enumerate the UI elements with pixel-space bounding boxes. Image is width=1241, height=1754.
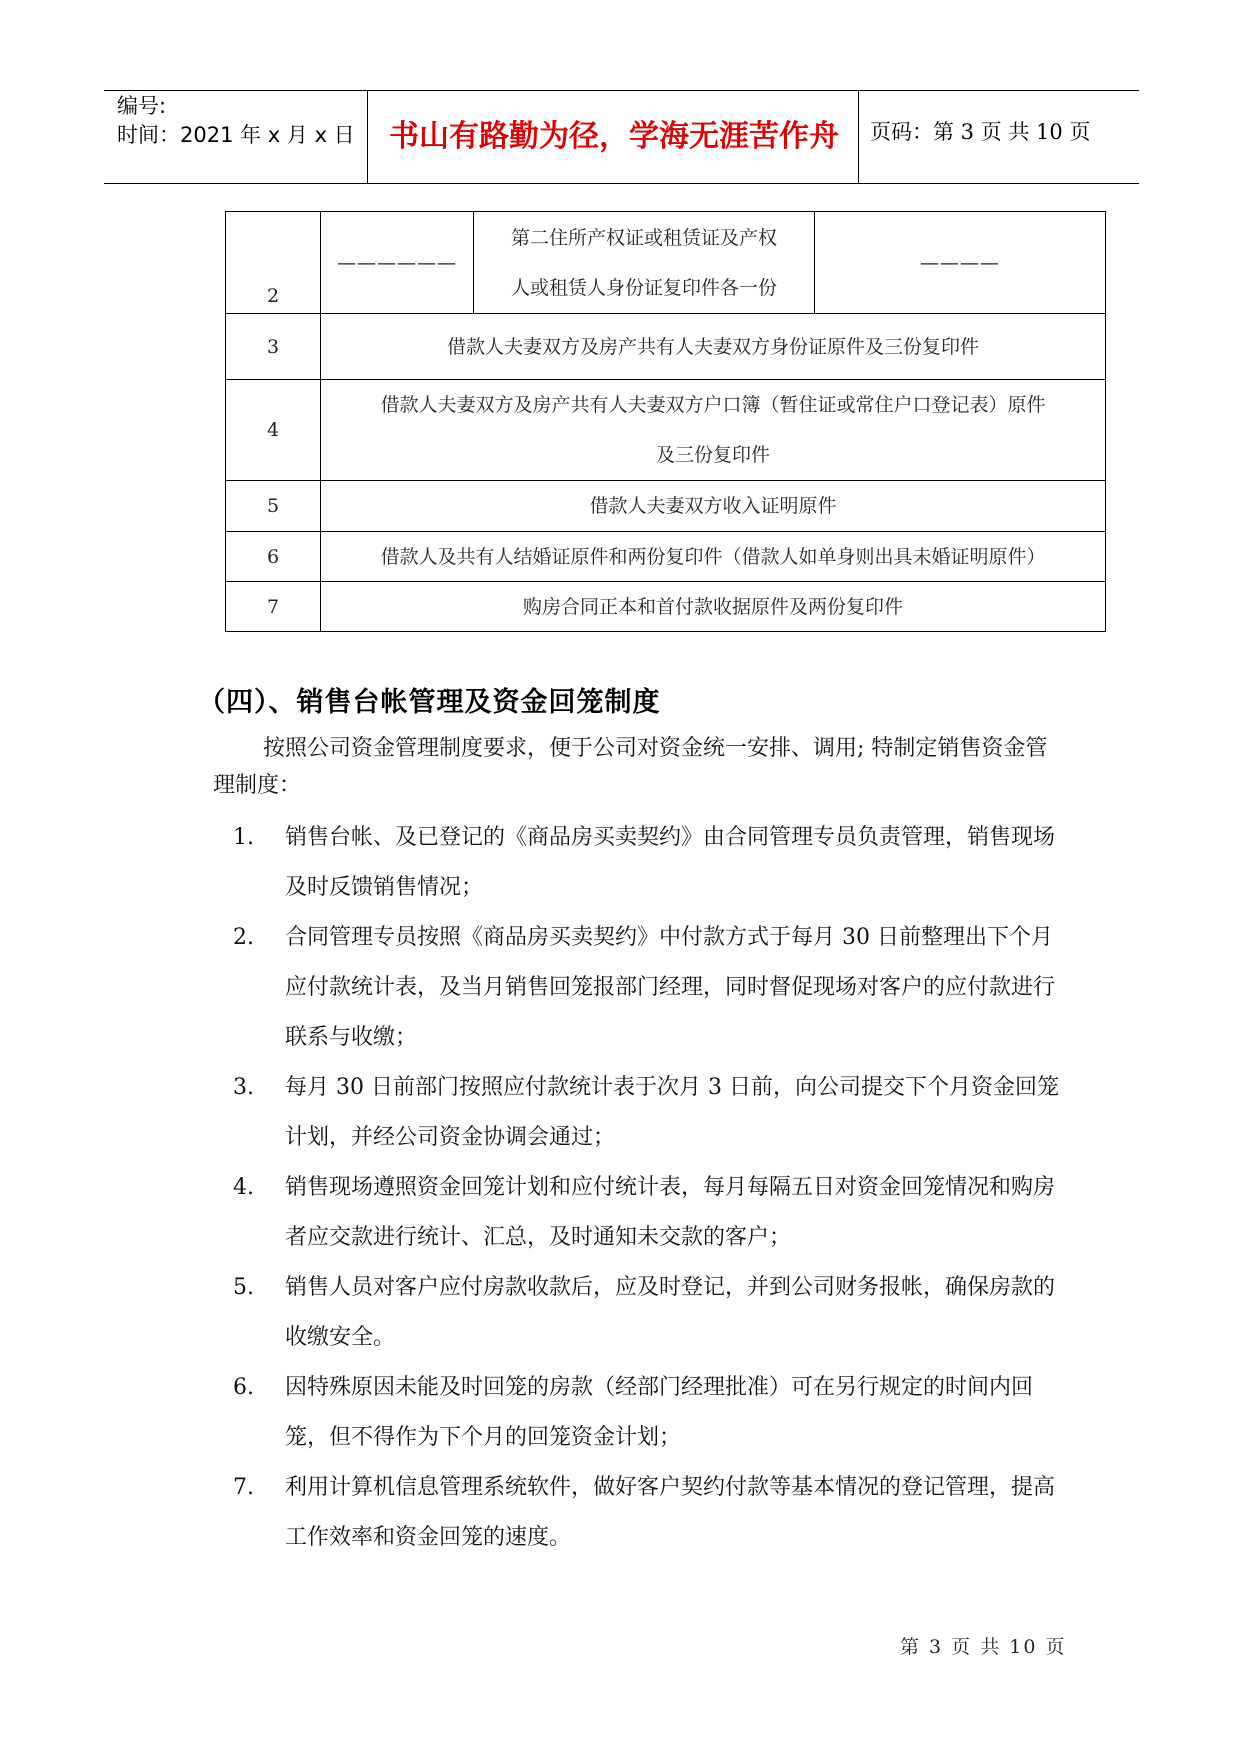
header-bottom-rule	[104, 183, 1139, 184]
document-table	[225, 211, 1106, 632]
list-item-text: 销售人员对客户应付房款收款后，应及时登记，并到公司财务报帐，确保房款的收缴安全。	[285, 1275, 1056, 1350]
row-number: 3	[226, 314, 321, 380]
list-item-number: 7.	[233, 1475, 254, 1500]
row-text-line: 及三份复印件	[655, 444, 770, 466]
doc-number-label: 编号:	[117, 94, 167, 118]
row-number: 4	[226, 380, 321, 481]
table-row	[226, 380, 1106, 481]
list-item	[233, 1063, 1063, 1163]
list-item-number: 5.	[233, 1275, 254, 1300]
list-item-text: 利用计算机信息管理系统软件，做好客户契约付款等基本情况的登记管理，提高工作效率和资金回笼的速度。	[285, 1475, 1056, 1550]
list-item	[233, 1263, 1063, 1363]
row-text: 借款人及共有人结婚证原件和两份复印件（借款人如单身则出具未婚证明原件）	[321, 532, 1106, 582]
page-footer: 第 3 页 共 10 页	[900, 1636, 1067, 1658]
header-motto: 书山有路勤为径，学海无涯苦作舟	[389, 119, 839, 154]
list-item-number: 6.	[233, 1375, 254, 1400]
row-text-line: 第二住所产权证或租赁证及产权	[510, 226, 777, 249]
list-item	[233, 1463, 1063, 1563]
list-item	[233, 913, 1063, 1063]
list-item-number: 1.	[233, 825, 254, 850]
header-page-info: 页码：第 3 页 共 10 页	[870, 120, 1091, 144]
row-text-line: 借款人夫妻双方及房产共有人夫妻双方户口簿（暂住证或常住户口登记表）原件	[380, 394, 1046, 416]
list-item-text: 每月 30 日前部门按照应付款统计表于次月 3 日前，向公司提交下个月资金回笼计划，并经公司资金协调会通过；	[285, 1075, 1059, 1150]
row-number: 5	[226, 481, 321, 532]
row-number: 2	[226, 212, 321, 314]
row-text: 借款人夫妻双方及房产共有人夫妻双方身份证原件及三份复印件	[321, 314, 1106, 380]
list-item-number: 2.	[233, 925, 254, 950]
section-title: （四）、销售台帐管理及资金回笼制度	[198, 687, 661, 718]
list-item-number: 3.	[233, 1075, 254, 1100]
table-row	[226, 582, 1106, 632]
table-row	[226, 532, 1106, 582]
row-text: 借款人夫妻双方收入证明原件	[321, 481, 1106, 532]
list-item	[233, 1163, 1063, 1263]
header-divider-left	[367, 90, 368, 183]
row-text	[474, 212, 815, 314]
list-item	[233, 813, 1063, 913]
section-intro: 按照公司资金管理制度要求，便于公司对资金统一安排、调用; 特制定销售资金管理制度：	[213, 736, 1048, 798]
table-row	[226, 212, 1106, 314]
row-dash-right: ————	[815, 212, 1106, 314]
row-text: 购房合同正本和首付款收据原件及两份复印件	[321, 582, 1106, 632]
list-item-text: 合同管理专员按照《商品房买卖契约》中付款方式于每月 30 日前整理出下个月应付款统计表，及当月销售回笼报部门经理，同时督促现场对客户的应付款进行联系与收缴；	[285, 925, 1056, 1050]
list-item-text: 销售现场遵照资金回笼计划和应付统计表，每月每隔五日对资金回笼情况和购房者应交款进行统计、汇总，及时通知未交款的客户；	[285, 1175, 1056, 1250]
list-item-text: 销售台帐、及已登记的《商品房买卖契约》由合同管理专员负责管理，销售现场及时反馈销售情况；	[285, 825, 1056, 900]
row-number: 7	[226, 582, 321, 632]
doc-time-label: 时间：2021 年 x 月 x 日	[117, 123, 355, 147]
row-number: 6	[226, 532, 321, 582]
header-top-rule	[104, 90, 1139, 91]
list-item	[233, 1363, 1063, 1463]
table-row	[226, 481, 1106, 532]
row-text	[321, 380, 1106, 481]
table-row	[226, 314, 1106, 380]
rules-list	[233, 813, 1063, 1563]
row-dash-left: ——————	[321, 212, 474, 314]
list-item-text: 因特殊原因未能及时回笼的房款（经部门经理批准）可在另行规定的时间内回笼，但不得作为下个月的回笼资金计划；	[285, 1375, 1034, 1450]
list-item-number: 4.	[233, 1175, 254, 1200]
header-meta	[117, 92, 355, 150]
row-text-line: 人或租赁人身份证复印件各一份	[510, 276, 777, 299]
